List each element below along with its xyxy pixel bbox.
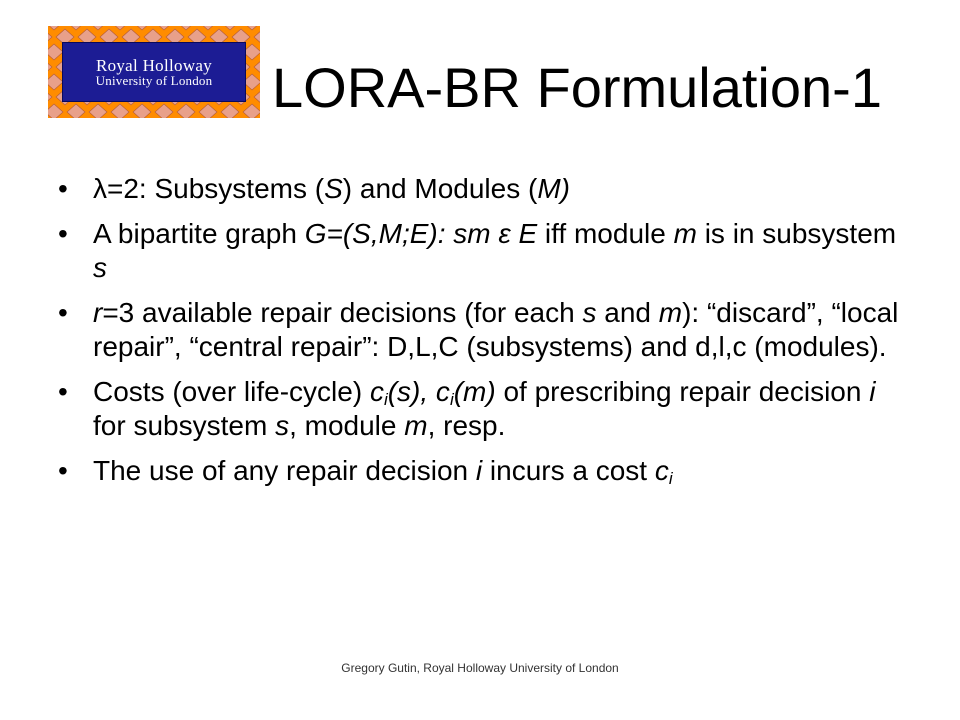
bullet-item <box>58 172 908 206</box>
logo-diamond <box>89 26 107 30</box>
logo-diamond <box>48 74 63 90</box>
logo-diamond <box>48 44 63 60</box>
logo-panel <box>62 42 246 102</box>
bullet-text-run: and <box>596 297 659 328</box>
bullet-item <box>58 375 908 443</box>
bullet-text-run: iff module <box>537 218 674 249</box>
bullet-text-run: i <box>383 390 388 409</box>
bullet-text-run: M) <box>537 173 570 204</box>
university-logo <box>48 26 260 118</box>
logo-diamond <box>48 29 52 45</box>
bullet-text-run: Costs (over life-cycle) <box>93 376 370 407</box>
bullet-text-run: λ=2: Subsystems ( <box>93 173 325 204</box>
bullet-text-run: s <box>93 252 107 283</box>
bullet-text-run: (m) <box>453 376 496 407</box>
logo-diamond <box>243 26 260 30</box>
logo-diamond <box>254 29 260 45</box>
logo-diamond <box>199 26 217 30</box>
logo-text-line1: Royal Holloway <box>95 55 213 75</box>
bullet-text-run: c <box>654 455 669 486</box>
bullet-text-run: s <box>582 297 597 328</box>
bullet-text-run: is in subsystem <box>696 218 897 249</box>
logo-diamond <box>177 104 195 118</box>
logo-diamond <box>243 104 260 118</box>
logo-diamond <box>155 26 173 30</box>
logo-diamond <box>221 104 239 118</box>
slide-footer: Gregory Gutin, Royal Holloway University of London <box>341 661 619 675</box>
logo-diamond <box>111 26 129 30</box>
logo-diamond <box>48 26 63 30</box>
logo-diamond <box>155 104 173 118</box>
bullet-text-run: , resp. <box>427 410 506 441</box>
bullet-text-run: G=(S,M;E): sm ε E <box>304 218 538 249</box>
logo-diamond <box>254 59 260 75</box>
bullet-text-run: A bipartite graph <box>93 218 305 249</box>
bullet-text-run: (s), c <box>387 376 450 407</box>
logo-diamond <box>177 26 195 30</box>
logo-diamond <box>48 104 63 118</box>
logo-diamond <box>133 26 151 30</box>
slide-title: LORA-BR Formulation-1 <box>272 56 882 119</box>
logo-diamond <box>254 89 260 105</box>
logo-diamond <box>111 104 129 118</box>
bullet-text-run: m <box>404 410 428 441</box>
bullet-item <box>58 217 908 285</box>
bullet-text-run: r <box>93 297 103 328</box>
bullet-text-run: for subsystem <box>93 410 276 441</box>
bullet-text-run: i <box>475 455 483 486</box>
bullet-item <box>58 296 908 364</box>
logo-diamond <box>221 26 239 30</box>
logo-diamond <box>133 104 151 118</box>
bullet-text-run: incurs a cost <box>482 455 655 486</box>
logo-diamond <box>48 59 52 75</box>
bullet-item <box>58 454 908 488</box>
bullet-text-run: S <box>324 173 343 204</box>
logo-diamond <box>67 104 85 118</box>
bullet-text-run: m <box>673 218 697 249</box>
bullet-text-run: The use of any repair decision <box>93 455 476 486</box>
logo-text-line2: University of London <box>95 72 213 88</box>
bullet-list <box>58 172 908 499</box>
bullet-text-run: c <box>369 376 384 407</box>
bullet-text-run: i <box>449 390 454 409</box>
logo-diamond <box>199 104 217 118</box>
bullet-text-run: s <box>275 410 290 441</box>
bullet-text-run: m <box>658 297 683 328</box>
bullet-text-run: i <box>668 469 673 488</box>
bullet-text-run: ): “discard”, “local repair”, “central repair”: D,L,C (subsystems) and d,l,c (modules). <box>93 297 899 362</box>
logo-diamond <box>67 26 85 30</box>
bullet-text-run: , module <box>289 410 405 441</box>
bullet-text-run: of prescribing repair decision <box>495 376 870 407</box>
bullet-text-run: i <box>869 376 876 407</box>
bullet-text-run: =3 available repair decisions (for each <box>102 297 583 328</box>
logo-diamond <box>89 104 107 118</box>
logo-diamond <box>48 89 52 105</box>
bullet-text-run: ) and Modules ( <box>342 173 538 204</box>
